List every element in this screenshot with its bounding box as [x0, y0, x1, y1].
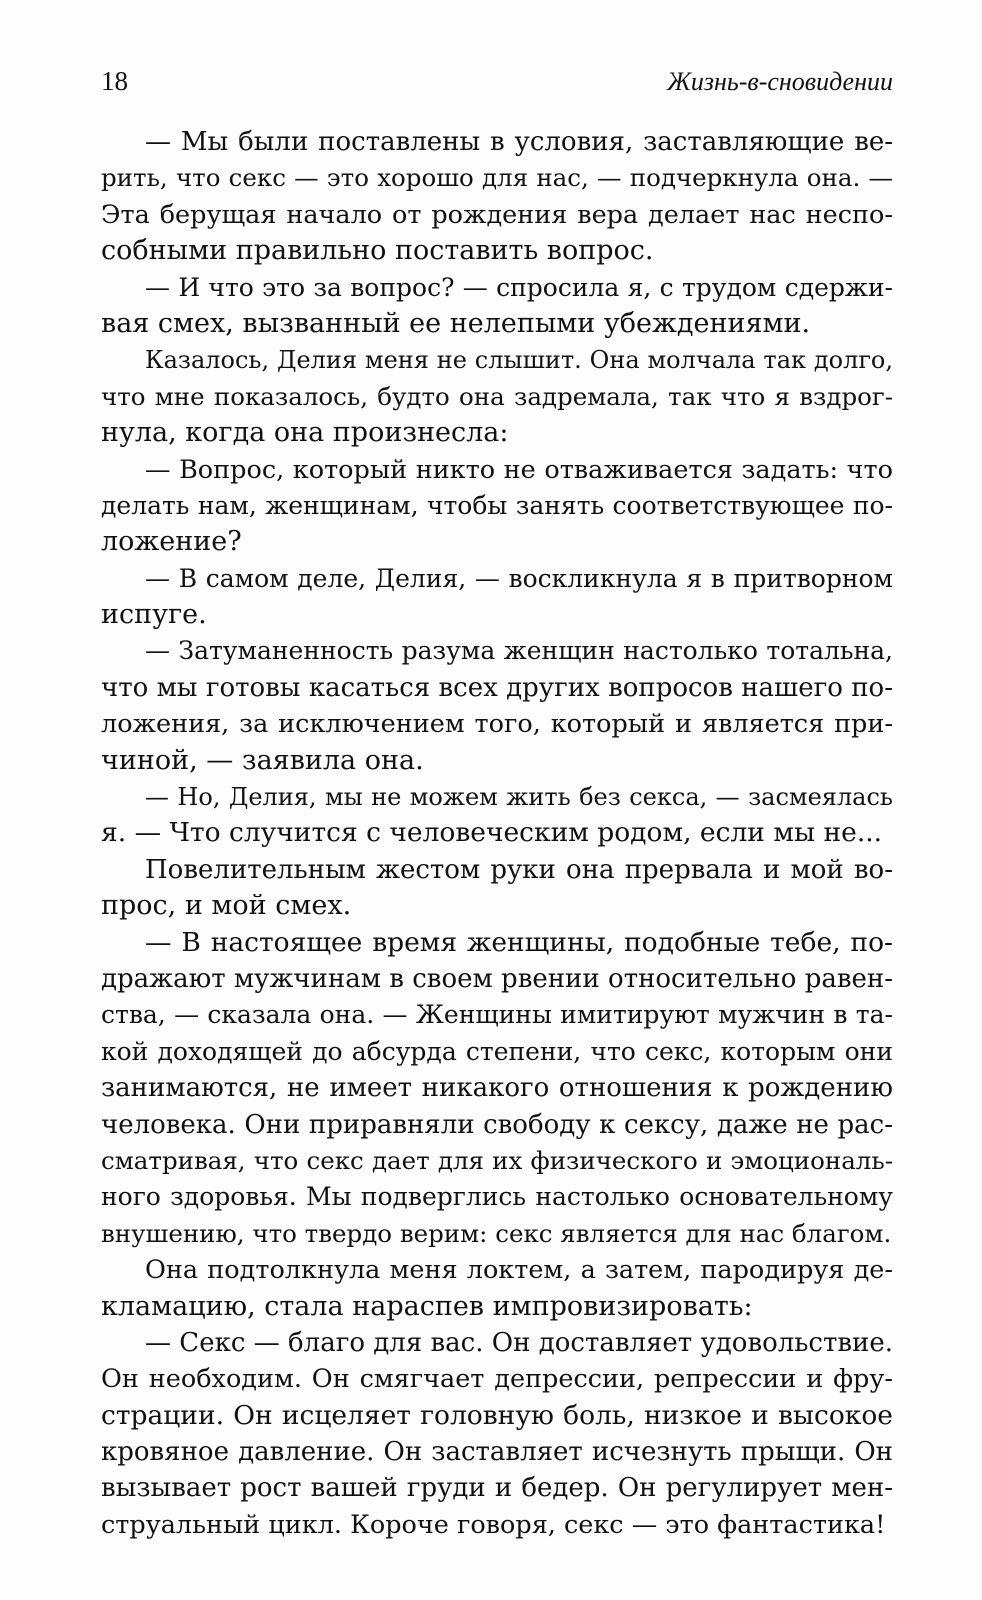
text-line: дражают мужчинам в своем рвении относительно равен-: [101, 963, 893, 994]
text-line: собными правильно поставить вопрос.: [101, 235, 654, 267]
text-line: — Вопрос, который никто не отваживается задать: что: [145, 454, 893, 485]
running-title: Жизнь-в-сновидении: [667, 67, 893, 96]
text-line: струальный цикл. Короче говоря, секс — это фантастика!: [101, 1509, 886, 1540]
text-line: рить, что секс — это хорошо для нас, — подчеркнула она. —: [101, 163, 893, 193]
text-line: кой доходящей до абсурда степени, что секс, которым они: [101, 1036, 893, 1066]
text-line: внушению, что твердо верим: секс является для нас благом.: [101, 1218, 892, 1248]
text-line: ложения, за исключением того, который и является при-: [101, 709, 893, 740]
text-line: делать нам, женщинам, чтобы занять соответствующее по-: [101, 490, 893, 520]
text-line: вызывает рост вашей груди и бедер. Он регулирует мен-: [101, 1473, 893, 1504]
text-line: ложение?: [101, 526, 242, 558]
text-line: чиной, — заявила она.: [101, 744, 424, 776]
text-line: — Но, Делия, мы не можем жить без секса, — засмеялась: [145, 783, 893, 812]
text-line: занимаются, не имеет никакого отношения к рождению: [101, 1073, 893, 1104]
text-line: — В настоящее время женщины, подобные тебе, по-: [145, 926, 893, 958]
text-line: страции. Он исцеляет головную боль, низкое и высокое: [101, 1399, 893, 1431]
text-line: ного здоровья. Мы подверглись настолько основательному: [101, 1182, 893, 1212]
text-line: Повелительным жестом руки она прервала и мой во-: [145, 854, 893, 885]
text-line: я. — Что случится с человеческим родом, если мы не...: [101, 817, 883, 849]
text-line: Он необходим. Он смягчает депрессии, репрессии и фру-: [101, 1364, 893, 1395]
text-line: — Мы были поставлены в условия, заставляющие ве-: [145, 127, 893, 157]
text-line: — Затуманенность разума женщин настолько тотальна,: [145, 636, 893, 666]
text-line: Эта берущая начало от рождения вера делает нас неспо-: [101, 199, 893, 230]
text-line: что мы готовы касаться всех других вопросов нашего по-: [101, 672, 893, 703]
text-line: — Секс — благо для вас. Он доставляет удовольствие.: [145, 1327, 893, 1358]
text-line: вая смех, вызванный ее нелепыми убеждениями.: [101, 307, 811, 339]
text-line: — В самом деле, Делия, — воскликнула я в притворном: [145, 563, 893, 593]
text-line: сматривая, что секс дает для их физического и эмоциональ-: [101, 1145, 893, 1175]
text-line: — И что это за вопрос? — спросила я, с трудом сдержи-: [145, 272, 893, 302]
text-line: прос, и мой смех.: [101, 890, 352, 922]
running-head: [101, 66, 893, 106]
text-line: нула, когда она произнесла:: [101, 417, 509, 449]
text-line: что мне показалось, будто она задремала, так что я вздрог-: [101, 381, 893, 411]
text-line: кламацию, стала нараспев импровизировать:: [101, 1290, 753, 1322]
text-line: кровяное давление. Он заставляет исчезнуть прыщи. Он: [101, 1437, 893, 1468]
text-line: Она подтолкнула меня локтем, а затем, пародируя де-: [145, 1255, 893, 1286]
page-number: 18: [101, 66, 128, 96]
text-line: Казалось, Делия меня не слышит. Она молчала так долго,: [145, 346, 893, 375]
text-line: человека. Они приравняли свободу к сексу, даже не рас-: [101, 1109, 893, 1140]
text-line: ства, — сказала она. — Женщины имитируют мужчин в та-: [101, 1000, 893, 1030]
body-text: [101, 124, 893, 1543]
text-line: испуге.: [101, 599, 207, 631]
